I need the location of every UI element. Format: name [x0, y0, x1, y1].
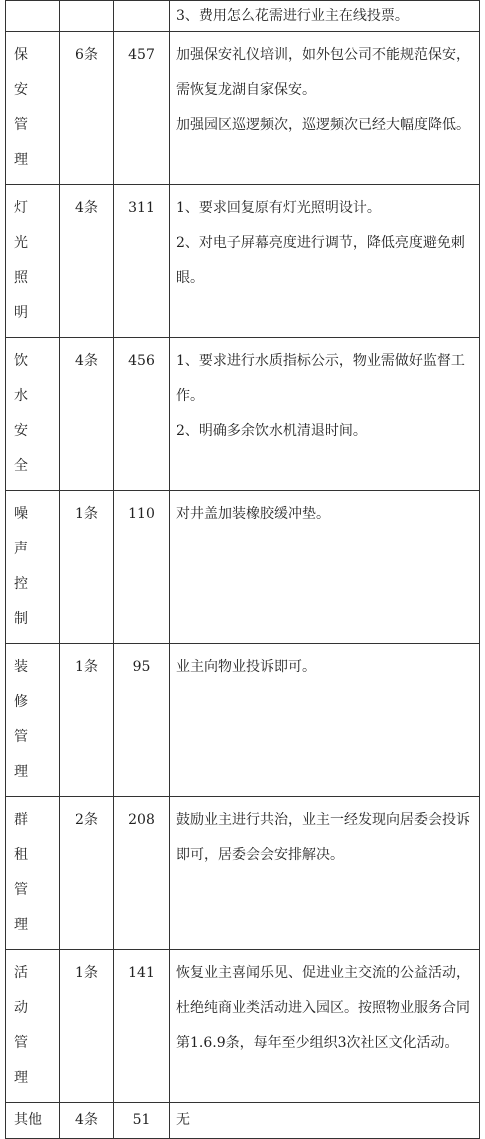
- table-row: [6, 491, 480, 644]
- content-text: 鼓励业主进行共治，业主一经发现向居委会投诉即可，居委会会安排解决。: [176, 812, 470, 863]
- count-cell: 4条: [60, 185, 114, 338]
- category-cell: 保安管理: [6, 32, 60, 185]
- table-row: [6, 797, 480, 950]
- content-cell: [170, 185, 480, 338]
- content-cell: [170, 644, 480, 797]
- table-row: [6, 950, 480, 1103]
- count-cell: 2条: [60, 797, 114, 950]
- content-text: 加强园区巡逻频次，巡逻频次已经大幅度降低。: [176, 117, 470, 133]
- category-cell: 饮水安全: [6, 338, 60, 491]
- category-cell: 其他: [6, 1103, 60, 1139]
- content-text: 1、要求回复原有灯光照明设计。: [176, 200, 381, 216]
- content-cell: [170, 1103, 480, 1139]
- value-cell: 457: [114, 32, 170, 185]
- content-cell: [170, 1, 480, 32]
- count-cell: 1条: [60, 491, 114, 644]
- content-text: 对井盖加装橡胶缓冲垫。: [176, 506, 330, 522]
- value-cell: 51: [114, 1103, 170, 1139]
- table-row: [6, 338, 480, 491]
- category-cell: 活动管理: [6, 950, 60, 1103]
- category-cell: 群租管理: [6, 797, 60, 950]
- table-row: [6, 185, 480, 338]
- content-text: 3、费用怎么花需进行业主在线投票。: [176, 8, 409, 24]
- table-row: [6, 1, 480, 32]
- value-cell: 456: [114, 338, 170, 491]
- count-cell: 6条: [60, 32, 114, 185]
- content-cell: [170, 338, 480, 491]
- count-cell: [60, 1, 114, 32]
- content-cell: [170, 797, 480, 950]
- value-cell: 110: [114, 491, 170, 644]
- category-cell: 噪声控制: [6, 491, 60, 644]
- count-cell: 4条: [60, 1103, 114, 1139]
- value-cell: 311: [114, 185, 170, 338]
- content-cell: [170, 491, 480, 644]
- issues-table: [5, 0, 480, 1139]
- content-text: 恢复业主喜闻乐见、促进业主交流的公益活动，杜绝纯商业类活动进入园区。按照物业服务合同第1.6.9条，每年至少组织3次社区文化活动。: [176, 965, 470, 1051]
- category-cell: 装修管理: [6, 644, 60, 797]
- content-text: 2、明确多余饮水机清退时间。: [176, 423, 367, 439]
- content-text: 1、要求进行水质指标公示，物业需做好监督工作。: [176, 353, 465, 404]
- category-cell: 灯光照明: [6, 185, 60, 338]
- content-text: 业主向物业投诉即可。: [176, 659, 316, 675]
- content-cell: [170, 32, 480, 185]
- value-cell: 208: [114, 797, 170, 950]
- content-cell: [170, 950, 480, 1103]
- table-row: [6, 1103, 480, 1139]
- value-cell: [114, 1, 170, 32]
- table-row: [6, 32, 480, 185]
- table-row: [6, 644, 480, 797]
- count-cell: 1条: [60, 950, 114, 1103]
- category-cell: [6, 1, 60, 32]
- content-text: 加强保安礼仪培训，如外包公司不能规范保安，需恢复龙湖自家保安。: [176, 47, 470, 98]
- count-cell: 1条: [60, 644, 114, 797]
- content-text: 无: [176, 1112, 190, 1128]
- value-cell: 141: [114, 950, 170, 1103]
- count-cell: 4条: [60, 338, 114, 491]
- content-text: 2、对电子屏幕亮度进行调节，降低亮度避免刺眼。: [176, 235, 465, 286]
- value-cell: 95: [114, 644, 170, 797]
